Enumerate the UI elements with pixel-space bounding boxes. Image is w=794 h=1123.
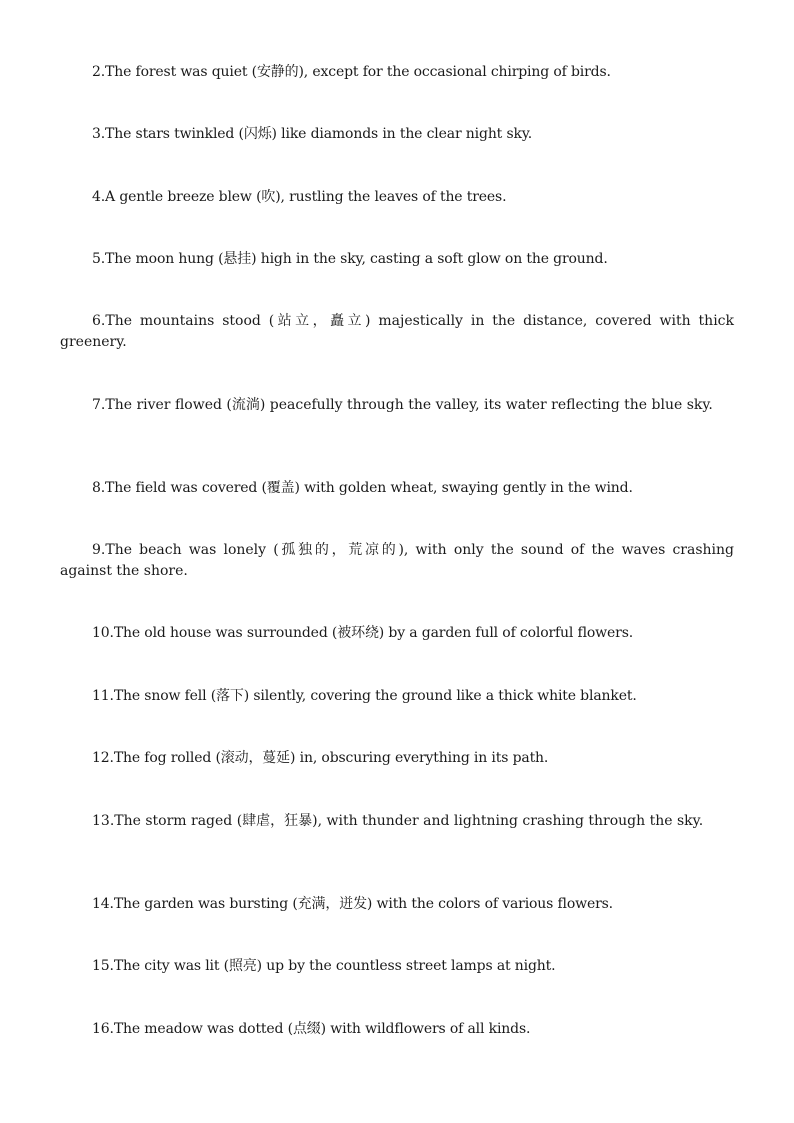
sentence-11: 11.The snow fell (落下) silently, covering the ground like a thick white blanket. — [92, 688, 637, 704]
sentence-4: 4.A gentle breeze blew (吹), rustling the leaves of the trees. — [92, 189, 507, 205]
sentence-6: 6.The mountains stood (站立，矗立) majestically in the distance, covered with thick greenery. — [60, 313, 734, 350]
sentence-7: 7.The river flowed (流淌) peacefully through the valley, its water reflecting the blue sky. — [92, 397, 713, 413]
sentence-14: 14.The garden was bursting (充满，迸发) with the colors of various flowers. — [92, 896, 613, 912]
sentence-2: 2.The forest was quiet (安静的), except for the occasional chirping of birds. — [92, 64, 611, 80]
sentence-12: 12.The fog rolled (滚动，蔓延) in, obscuring everything in its path. — [92, 750, 549, 766]
sentence-10: 10.The old house was surrounded (被环绕) by a garden full of colorful flowers. — [92, 625, 634, 641]
sentence-15: 15.The city was lit (照亮) up by the countless street lamps at night. — [92, 958, 556, 974]
sentence-13: 13.The storm raged (肆虐，狂暴), with thunder and lightning crashing through the sky. — [92, 813, 704, 829]
sentence-8: 8.The field was covered (覆盖) with golden wheat, swaying gently in the wind. — [92, 480, 633, 496]
sentence-9: 9.The beach was lonely (孤独的，荒凉的), with only the sound of the waves crashing against the shore. — [60, 542, 734, 579]
sentence-16: 16.The meadow was dotted (点缀) with wildflowers of all kinds. — [92, 1021, 531, 1037]
sentence-3: 3.The stars twinkled (闪烁) like diamonds in the clear night sky. — [92, 126, 533, 142]
sentence-5: 5.The moon hung (悬挂) high in the sky, casting a soft glow on the ground. — [92, 251, 608, 267]
